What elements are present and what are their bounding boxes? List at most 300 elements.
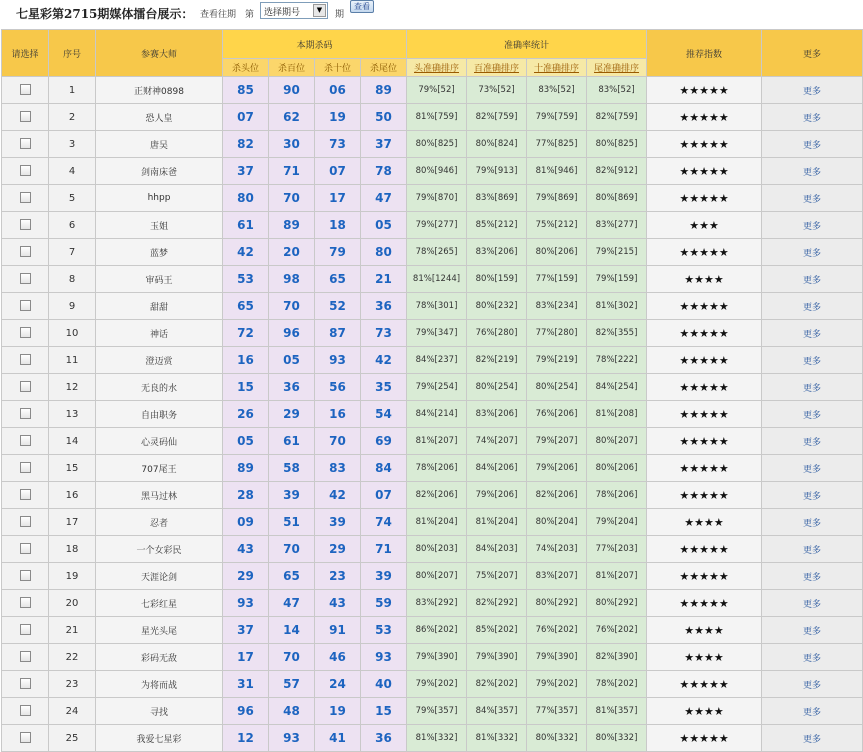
accuracy-value: 76%[206]	[527, 401, 587, 428]
accuracy-value: 77%[825]	[527, 131, 587, 158]
kill-number: 53	[223, 266, 269, 293]
kill-number: 18	[315, 212, 361, 239]
kill-number: 41	[315, 725, 361, 752]
accuracy-value: 81%[302]	[587, 293, 647, 320]
accuracy-value: 83%[52]	[587, 77, 647, 104]
kill-number: 47	[269, 590, 315, 617]
table-row	[2, 77, 863, 104]
accuracy-value: 79%[204]	[587, 509, 647, 536]
recommend-stars: ★★★★★	[647, 590, 762, 617]
recommend-stars: ★★★★★	[647, 401, 762, 428]
accuracy-value: 83%[206]	[467, 401, 527, 428]
kill-number: 83	[315, 455, 361, 482]
row-checkbox[interactable]	[20, 624, 31, 635]
more-link[interactable]: 更多	[762, 698, 863, 725]
recommend-stars: ★★★★★	[647, 725, 762, 752]
accuracy-value: 77%[203]	[587, 536, 647, 563]
expert-name: 唐吴	[96, 131, 223, 158]
row-index: 10	[49, 320, 96, 347]
accuracy-value: 80%[292]	[527, 590, 587, 617]
header-select: 请选择	[2, 30, 49, 77]
accuracy-value: 80%[254]	[467, 374, 527, 401]
kill-number: 54	[361, 401, 407, 428]
more-link[interactable]: 更多	[762, 644, 863, 671]
row-select-cell	[2, 698, 49, 725]
accuracy-value: 79%[870]	[407, 185, 467, 212]
expert-name: 一个女彩民	[96, 536, 223, 563]
more-link[interactable]: 更多	[762, 104, 863, 131]
kill-number: 46	[315, 644, 361, 671]
more-link[interactable]: 更多	[762, 482, 863, 509]
accuracy-value: 79%[913]	[467, 158, 527, 185]
kill-number: 31	[223, 671, 269, 698]
header-expert: 参赛大师	[96, 30, 223, 77]
kill-number: 96	[223, 698, 269, 725]
more-link[interactable]: 更多	[762, 212, 863, 239]
accuracy-value: 79%[206]	[467, 482, 527, 509]
kill-number: 73	[315, 131, 361, 158]
row-select-cell	[2, 293, 49, 320]
row-select-cell	[2, 617, 49, 644]
kill-number: 69	[361, 428, 407, 455]
accuracy-value: 82%[355]	[587, 320, 647, 347]
accuracy-value: 80%[332]	[587, 725, 647, 752]
accuracy-value: 79%[215]	[587, 239, 647, 266]
row-select-cell	[2, 536, 49, 563]
row-select-cell	[2, 401, 49, 428]
accuracy-value: 74%[207]	[467, 428, 527, 455]
issue-select-value: 选择期号	[264, 8, 301, 18]
accuracy-value: 82%[759]	[587, 104, 647, 131]
accuracy-value: 83%[207]	[527, 563, 587, 590]
issue-select[interactable]	[260, 2, 328, 19]
table-row	[2, 617, 863, 644]
accuracy-value: 76%[202]	[587, 617, 647, 644]
row-checkbox[interactable]	[20, 489, 31, 500]
accuracy-value: 77%[159]	[527, 266, 587, 293]
accuracy-value: 81%[946]	[527, 158, 587, 185]
more-link[interactable]: 更多	[762, 590, 863, 617]
accuracy-value: 84%[203]	[467, 536, 527, 563]
recommend-stars: ★★★★	[647, 266, 762, 293]
accuracy-value: 81%[1244]	[407, 266, 467, 293]
header-kill-tail: 杀尾位	[361, 59, 407, 77]
kill-number: 28	[223, 482, 269, 509]
accuracy-value: 80%[869]	[587, 185, 647, 212]
kill-number: 84	[361, 455, 407, 482]
di-label: 第	[245, 10, 255, 20]
kill-number: 70	[315, 428, 361, 455]
kill-number: 65	[315, 266, 361, 293]
row-index: 11	[49, 347, 96, 374]
kill-number: 58	[269, 455, 315, 482]
recommend-stars: ★★★★★	[647, 428, 762, 455]
row-checkbox[interactable]	[20, 192, 31, 203]
row-select-cell	[2, 239, 49, 266]
row-checkbox[interactable]	[20, 246, 31, 257]
row-index: 17	[49, 509, 96, 536]
header-acc-hundred-sort[interactable]: 百准确排序	[467, 59, 527, 77]
accuracy-value: 77%[280]	[527, 320, 587, 347]
recommend-stars: ★★★★★	[647, 482, 762, 509]
accuracy-value: 80%[206]	[587, 455, 647, 482]
row-checkbox[interactable]	[20, 408, 31, 419]
kill-number: 36	[361, 293, 407, 320]
header-kill-group: 本期杀码	[223, 30, 407, 59]
row-index: 24	[49, 698, 96, 725]
view-button[interactable]: 查看	[350, 0, 374, 13]
more-link[interactable]: 更多	[762, 401, 863, 428]
kill-number: 70	[269, 293, 315, 320]
kill-number: 30	[269, 131, 315, 158]
accuracy-value: 81%[207]	[587, 563, 647, 590]
row-select-cell	[2, 671, 49, 698]
kill-number: 14	[269, 617, 315, 644]
row-index: 5	[49, 185, 96, 212]
row-select-cell	[2, 158, 49, 185]
accuracy-value: 79%[390]	[467, 644, 527, 671]
row-checkbox[interactable]	[20, 327, 31, 338]
more-link[interactable]: 更多	[762, 185, 863, 212]
kill-number: 06	[315, 77, 361, 104]
kill-number: 40	[361, 671, 407, 698]
header-kill-head: 杀头位	[223, 59, 269, 77]
recommend-stars: ★★★★★	[647, 374, 762, 401]
accuracy-value: 79%[390]	[407, 644, 467, 671]
row-select-cell	[2, 212, 49, 239]
kill-number: 12	[223, 725, 269, 752]
accuracy-value: 81%[208]	[587, 401, 647, 428]
more-link[interactable]: 更多	[762, 509, 863, 536]
expert-name: 彩码无敌	[96, 644, 223, 671]
accuracy-value: 80%[292]	[587, 590, 647, 617]
kill-number: 53	[361, 617, 407, 644]
recommend-stars: ★★★★★	[647, 158, 762, 185]
kill-number: 37	[361, 131, 407, 158]
row-index: 18	[49, 536, 96, 563]
row-select-cell	[2, 131, 49, 158]
accuracy-value: 77%[357]	[527, 698, 587, 725]
accuracy-value: 79%[347]	[407, 320, 467, 347]
accuracy-value: 79%[206]	[527, 455, 587, 482]
expert-name: 黑马过林	[96, 482, 223, 509]
expert-name: 自由职务	[96, 401, 223, 428]
kill-number: 24	[315, 671, 361, 698]
row-checkbox[interactable]	[20, 84, 31, 95]
accuracy-value: 79%[759]	[527, 104, 587, 131]
toolbar	[0, 0, 863, 28]
row-select-cell	[2, 590, 49, 617]
row-checkbox[interactable]	[20, 516, 31, 527]
kill-number: 50	[361, 104, 407, 131]
accuracy-value: 82%[202]	[467, 671, 527, 698]
more-link[interactable]: 更多	[762, 617, 863, 644]
accuracy-value: 84%[237]	[407, 347, 467, 374]
recommend-stars: ★★★★★	[647, 185, 762, 212]
kill-number: 89	[361, 77, 407, 104]
table-row	[2, 131, 863, 158]
accuracy-value: 75%[207]	[467, 563, 527, 590]
row-select-cell	[2, 482, 49, 509]
kill-number: 70	[269, 644, 315, 671]
expert-name: 天涯论剑	[96, 563, 223, 590]
recommend-stars: ★★★★★	[647, 131, 762, 158]
header-accuracy-group: 准确率统计	[407, 30, 647, 59]
row-index: 25	[49, 725, 96, 752]
accuracy-value: 80%[946]	[407, 158, 467, 185]
row-select-cell	[2, 185, 49, 212]
header-acc-ten-sort[interactable]: 十准确排序	[527, 59, 587, 77]
expert-name: 707尾王	[96, 455, 223, 482]
kill-number: 39	[269, 482, 315, 509]
kill-number: 19	[315, 104, 361, 131]
recommend-stars: ★★★	[647, 212, 762, 239]
accuracy-value: 82%[219]	[467, 347, 527, 374]
row-index: 19	[49, 563, 96, 590]
kill-number: 35	[361, 374, 407, 401]
kill-number: 37	[223, 158, 269, 185]
more-link[interactable]: 更多	[762, 347, 863, 374]
kill-number: 96	[269, 320, 315, 347]
accuracy-value: 83%[292]	[407, 590, 467, 617]
more-link[interactable]: 更多	[762, 536, 863, 563]
more-link[interactable]: 更多	[762, 77, 863, 104]
table-row	[2, 644, 863, 671]
more-link[interactable]: 更多	[762, 563, 863, 590]
header-acc-head-sort[interactable]: 头准确排序	[407, 59, 467, 77]
chevron-down-icon[interactable]: ▼	[313, 4, 326, 17]
kill-number: 93	[269, 725, 315, 752]
row-checkbox[interactable]	[20, 435, 31, 446]
recommend-stars: ★★★★★	[647, 536, 762, 563]
expert-name: 恐人皇	[96, 104, 223, 131]
kill-number: 62	[269, 104, 315, 131]
more-link[interactable]: 更多	[762, 671, 863, 698]
recommend-stars: ★★★★★	[647, 563, 762, 590]
accuracy-value: 83%[869]	[467, 185, 527, 212]
more-link[interactable]: 更多	[762, 293, 863, 320]
recommend-stars: ★★★★★	[647, 293, 762, 320]
more-link[interactable]: 更多	[762, 266, 863, 293]
accuracy-value: 82%[206]	[527, 482, 587, 509]
recommend-stars: ★★★★★	[647, 77, 762, 104]
kill-number: 39	[315, 509, 361, 536]
more-link[interactable]: 更多	[762, 428, 863, 455]
row-index: 4	[49, 158, 96, 185]
row-checkbox[interactable]	[20, 111, 31, 122]
expert-name: 为将而战	[96, 671, 223, 698]
table-row	[2, 293, 863, 320]
row-checkbox[interactable]	[20, 732, 31, 743]
accuracy-value: 79%[277]	[407, 212, 467, 239]
row-select-cell	[2, 104, 49, 131]
row-select-cell	[2, 266, 49, 293]
expert-name: 忍者	[96, 509, 223, 536]
kill-number: 07	[315, 158, 361, 185]
kill-number: 65	[269, 563, 315, 590]
kill-number: 78	[361, 158, 407, 185]
accuracy-value: 86%[202]	[407, 617, 467, 644]
accuracy-value: 82%[390]	[587, 644, 647, 671]
recommend-stars: ★★★★★	[647, 347, 762, 374]
row-index: 20	[49, 590, 96, 617]
kill-number: 36	[361, 725, 407, 752]
row-index: 12	[49, 374, 96, 401]
accuracy-value: 81%[204]	[407, 509, 467, 536]
accuracy-value: 79%[207]	[527, 428, 587, 455]
accuracy-value: 80%[207]	[587, 428, 647, 455]
accuracy-value: 82%[292]	[467, 590, 527, 617]
kill-number: 90	[269, 77, 315, 104]
accuracy-value: 78%[301]	[407, 293, 467, 320]
kill-number: 93	[223, 590, 269, 617]
kill-number: 85	[223, 77, 269, 104]
table-row	[2, 320, 863, 347]
row-index: 7	[49, 239, 96, 266]
accuracy-value: 81%[759]	[407, 104, 467, 131]
accuracy-value: 79%[202]	[407, 671, 467, 698]
more-link[interactable]: 更多	[762, 320, 863, 347]
expert-name: 七彩红星	[96, 590, 223, 617]
row-checkbox[interactable]	[20, 570, 31, 581]
row-checkbox[interactable]	[20, 705, 31, 716]
table-row	[2, 455, 863, 482]
recommend-stars: ★★★★★	[647, 455, 762, 482]
kill-number: 29	[223, 563, 269, 590]
table-row	[2, 104, 863, 131]
kill-number: 61	[269, 428, 315, 455]
row-index: 16	[49, 482, 96, 509]
expert-name: hhpp	[96, 185, 223, 212]
accuracy-value: 85%[212]	[467, 212, 527, 239]
kill-number: 98	[269, 266, 315, 293]
row-index: 22	[49, 644, 96, 671]
kill-number: 05	[223, 428, 269, 455]
table-row	[2, 671, 863, 698]
kill-number: 15	[361, 698, 407, 725]
recommend-stars: ★★★★	[647, 509, 762, 536]
accuracy-value: 80%[254]	[527, 374, 587, 401]
kill-number: 70	[269, 185, 315, 212]
accuracy-value: 85%[202]	[467, 617, 527, 644]
kill-number: 80	[361, 239, 407, 266]
expert-name: 蓝梦	[96, 239, 223, 266]
row-checkbox[interactable]	[20, 273, 31, 284]
table-row	[2, 185, 863, 212]
row-index: 21	[49, 617, 96, 644]
kill-number: 42	[315, 482, 361, 509]
row-index: 15	[49, 455, 96, 482]
kill-number: 21	[361, 266, 407, 293]
accuracy-value: 81%[204]	[467, 509, 527, 536]
accuracy-value: 80%[825]	[407, 131, 467, 158]
expert-name: 正财神0898	[96, 77, 223, 104]
kill-number: 79	[315, 239, 361, 266]
kill-number: 39	[361, 563, 407, 590]
row-select-cell	[2, 320, 49, 347]
kill-number: 42	[223, 239, 269, 266]
accuracy-value: 82%[912]	[587, 158, 647, 185]
kill-number: 72	[223, 320, 269, 347]
kill-number: 43	[223, 536, 269, 563]
row-checkbox[interactable]	[20, 381, 31, 392]
accuracy-value: 81%[207]	[407, 428, 467, 455]
kill-number: 43	[315, 590, 361, 617]
kill-number: 42	[361, 347, 407, 374]
more-link[interactable]: 更多	[762, 239, 863, 266]
accuracy-value: 79%[202]	[527, 671, 587, 698]
kill-number: 16	[315, 401, 361, 428]
kill-number: 57	[269, 671, 315, 698]
row-checkbox[interactable]	[20, 543, 31, 554]
accuracy-value: 82%[759]	[467, 104, 527, 131]
accuracy-value: 79%[52]	[407, 77, 467, 104]
accuracy-value: 79%[357]	[407, 698, 467, 725]
table-row	[2, 590, 863, 617]
accuracy-value: 83%[234]	[527, 293, 587, 320]
row-checkbox[interactable]	[20, 219, 31, 230]
row-index: 6	[49, 212, 96, 239]
row-checkbox[interactable]	[20, 300, 31, 311]
row-checkbox[interactable]	[20, 651, 31, 662]
row-checkbox[interactable]	[20, 597, 31, 608]
kill-number: 29	[315, 536, 361, 563]
kill-number: 74	[361, 509, 407, 536]
view-past-label: 查看往期	[200, 10, 237, 20]
row-index: 2	[49, 104, 96, 131]
table-row	[2, 347, 863, 374]
row-select-cell	[2, 77, 49, 104]
kill-number: 05	[269, 347, 315, 374]
header-acc-tail-sort[interactable]: 尾准确排序	[587, 59, 647, 77]
row-checkbox[interactable]	[20, 354, 31, 365]
more-link[interactable]: 更多	[762, 455, 863, 482]
kill-number: 48	[269, 698, 315, 725]
row-checkbox[interactable]	[20, 165, 31, 176]
more-link[interactable]: 更多	[762, 158, 863, 185]
kill-number: 07	[361, 482, 407, 509]
accuracy-value: 83%[206]	[467, 239, 527, 266]
table-row	[2, 374, 863, 401]
more-link[interactable]: 更多	[762, 131, 863, 158]
kill-number: 73	[361, 320, 407, 347]
more-link[interactable]: 更多	[762, 725, 863, 752]
accuracy-value: 81%[332]	[407, 725, 467, 752]
more-link[interactable]: 更多	[762, 374, 863, 401]
accuracy-value: 78%[222]	[587, 347, 647, 374]
table-row	[2, 212, 863, 239]
row-checkbox[interactable]	[20, 138, 31, 149]
accuracy-value: 79%[254]	[407, 374, 467, 401]
row-checkbox[interactable]	[20, 462, 31, 473]
accuracy-value: 80%[204]	[527, 509, 587, 536]
accuracy-value: 80%[825]	[587, 131, 647, 158]
expert-name: 我爱七星彩	[96, 725, 223, 752]
kill-number: 82	[223, 131, 269, 158]
row-index: 8	[49, 266, 96, 293]
kill-number: 93	[315, 347, 361, 374]
row-select-cell	[2, 644, 49, 671]
accuracy-value: 80%[332]	[527, 725, 587, 752]
kill-number: 23	[315, 563, 361, 590]
row-index: 14	[49, 428, 96, 455]
row-checkbox[interactable]	[20, 678, 31, 689]
kill-number: 61	[223, 212, 269, 239]
kill-number: 87	[315, 320, 361, 347]
recommend-stars: ★★★★★	[647, 671, 762, 698]
table-row	[2, 158, 863, 185]
accuracy-value: 83%[277]	[587, 212, 647, 239]
